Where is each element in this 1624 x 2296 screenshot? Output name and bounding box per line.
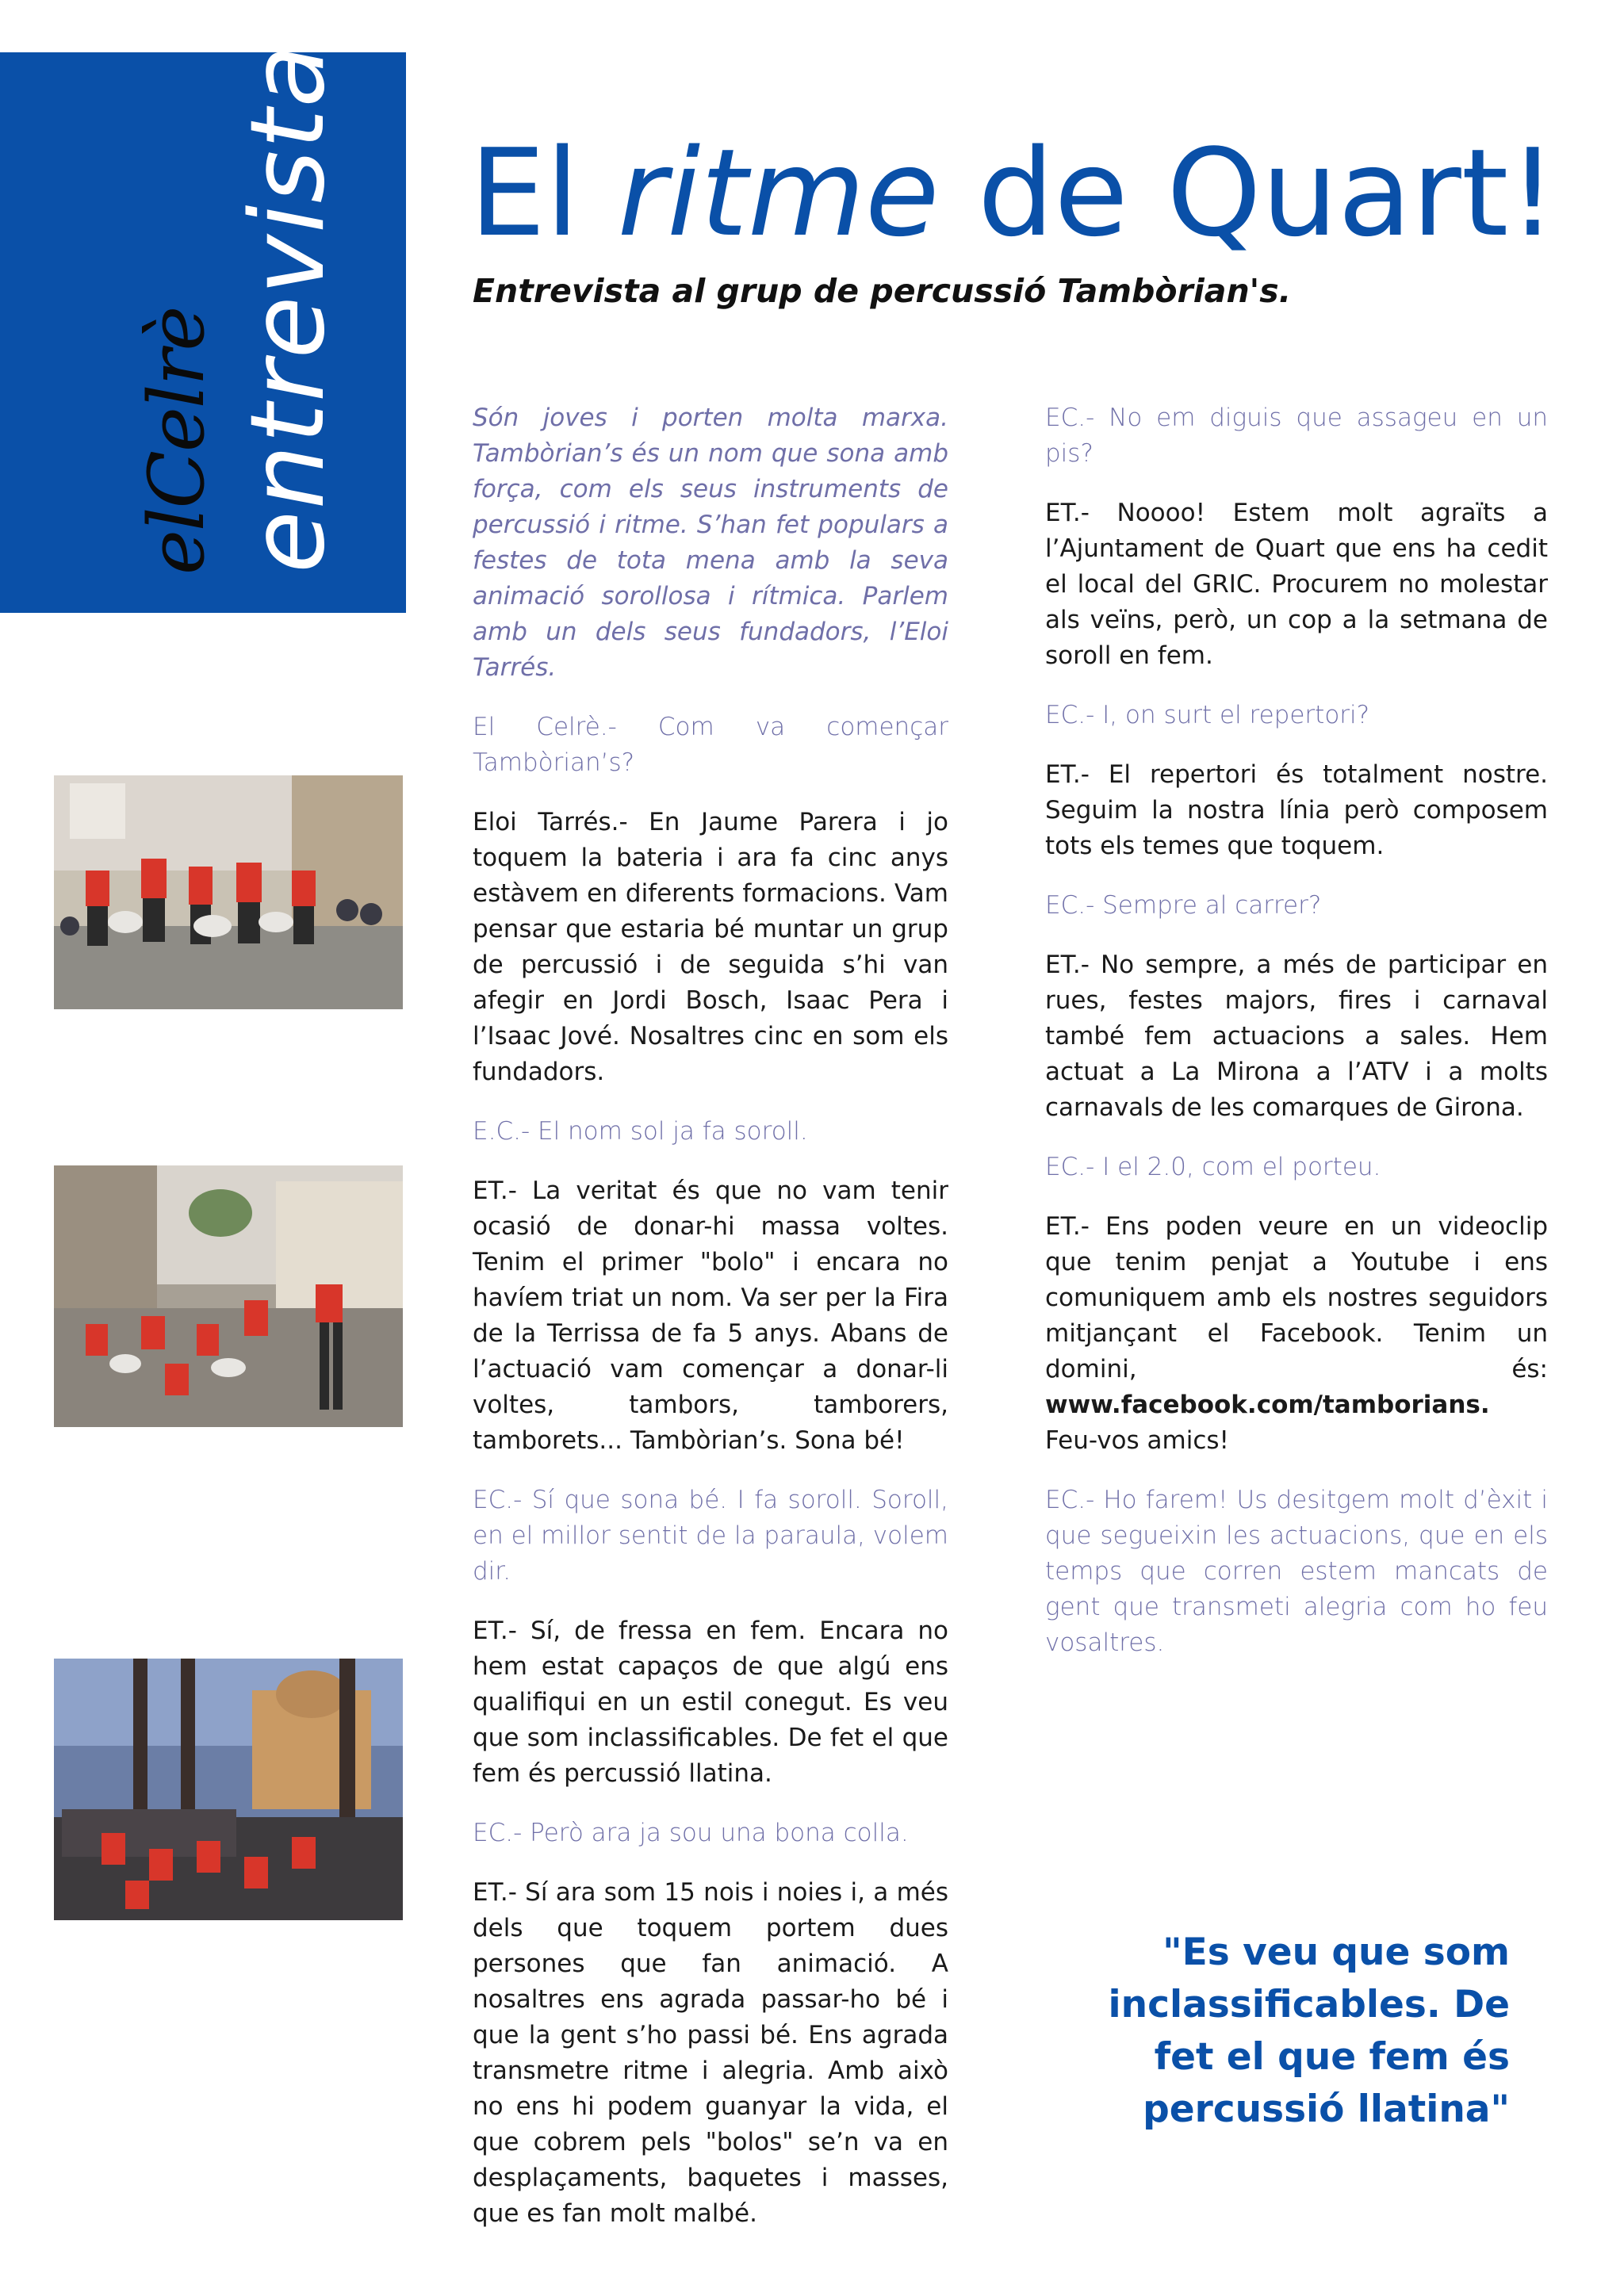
question-paragraph: EC.- No em diguis que assageu en un pis?: [1045, 404, 1548, 468]
answer-paragraph: [1045, 1209, 1548, 1459]
photo-evening-performance: [54, 1659, 403, 1920]
closing-question: EC.- Ho farem! Us desitgem molt d’èxit i que segueixin les actuacions, que en els temps que corren estem mancats de gent que transmeti alegria com ho feu vosaltres.: [1045, 1486, 1548, 1657]
right-column: [1045, 400, 1548, 1685]
title-italic: ritme: [617, 123, 940, 263]
question-paragraph: EC.- I, on surt el repertori?: [1045, 701, 1370, 729]
question-paragraph: El Celrè.- Com va començar Tambòrian’s?: [473, 713, 948, 777]
answer-paragraph: ET.- No sempre, a més de participar en rues, festes majors, fires i carnaval també fem actuacions a sales. Hem actuat a La Mirona a l’ATV i a molts carnavals de les comarques de Girona.: [1045, 951, 1548, 1122]
answer-paragraph: ET.- El repertori és totalment nostre. Seguim la nostra línia però composem tots els temes que toquem.: [1045, 760, 1548, 860]
facebook-answer-text: ET.- Ens poden veure en un videoclip que tenim penjat a Youtube i ens comuniquem amb els nostres seguidors mitjançant el Facebook. Tenim un domini, és:: [1045, 1212, 1548, 1383]
title-part-2: de Quart!: [939, 123, 1557, 263]
answer-paragraph: ET.- Noooo! Estem molt agraïts a l’Ajuntament de Quart que ens ha cedit el local del GRIC. Procurem no molestar als veïns, però, un cop a la setmana de soroll en fem.: [1045, 499, 1548, 670]
article-title: [469, 123, 1595, 263]
left-column: [473, 400, 948, 2256]
magazine-logo: elCelrè: [132, 307, 221, 575]
answer-paragraph: ET.- Sí, de fressa en fem. Encara no hem estat capaços de que algú ens qualifiqui en un estil conegut. Es veu que som inclassificables. De fet el que fem és percussió llatina.: [473, 1617, 948, 1788]
pull-quote: "Es veu que som inclassificables. De fet el que fem és percussió llatina": [1108, 1931, 1510, 2131]
title-part-1: El: [469, 123, 618, 263]
photo-square-performance: [54, 1165, 403, 1427]
question-paragraph: E.C.- El nom sol ja fa soroll.: [473, 1117, 808, 1146]
answer-paragraph: ET.- La veritat és que no vam tenir ocasió de donar-hi massa voltes. Tenim el primer "bolo" i encara no havíem triat un nom. Va ser per la Fira de la Terrissa de fa 5 anys. Abans de l’actuació vam començar a donar-li voltes, tambors, tamborers, tamborets... Tambòrian’s. Sona bé!: [473, 1177, 948, 1455]
article-subtitle: Entrevista al grup de percussió Tambòrian's.: [473, 272, 1292, 310]
answer-paragraph: Eloi Tarrés.- En Jaume Parera i jo toquem la bateria i ara fa cinc anys estàvem en diferents formacions. Vam pensar que estaria bé muntar un grup de percussió i de seguida s’hi van afegir en Jordi Bosch, Isaac Pera i l’Isaac Jové. Nosaltres cinc en som els fundadors.: [473, 808, 948, 1086]
question-paragraph: EC.- Però ara ja sou una bona colla.: [473, 1819, 909, 1847]
question-paragraph: EC.- Sempre al carrer?: [1045, 891, 1322, 920]
answer-paragraph: ET.- Sí ara som 15 nois i noies i, a més dels que toquem portem dues persones que fan animació. A nosaltres ens agrada passar-ho bé i que la gent s’ho passi bé. Ens agrada transmetre ritme i alegria. Amb això no ens hi podem guanyar la vida, el que cobrem pels "bolos" se’n va en desplaçaments, baquetes i masses, que es fan molt malbé.: [473, 1878, 948, 2228]
question-paragraph: EC.- Sí que sona bé. I fa soroll. Soroll, en el millor sentit de la paraula, volem dir.: [473, 1486, 949, 1586]
intro-paragraph: Són joves i porten molta marxa. Tambòrian’s és un nom que sona amb força, com els seus instruments de percussió i ritme. S’han fet populars a festes de tota mena amb la seva animació sorollosa i rítmica. Parlem amb un dels seus fundadors, l’Eloi Tarrés.: [473, 404, 948, 682]
facebook-answer-end: Feu-vos amics!: [1045, 1426, 1229, 1455]
facebook-link[interactable]: www.facebook.com/tamborians.: [1045, 1391, 1490, 1419]
question-paragraph: EC.- I el 2.0, com el porteu.: [1045, 1153, 1381, 1181]
photo-drummers-street: [54, 775, 403, 1009]
section-band: [0, 43, 406, 613]
section-label: entrevista: [229, 43, 347, 573]
